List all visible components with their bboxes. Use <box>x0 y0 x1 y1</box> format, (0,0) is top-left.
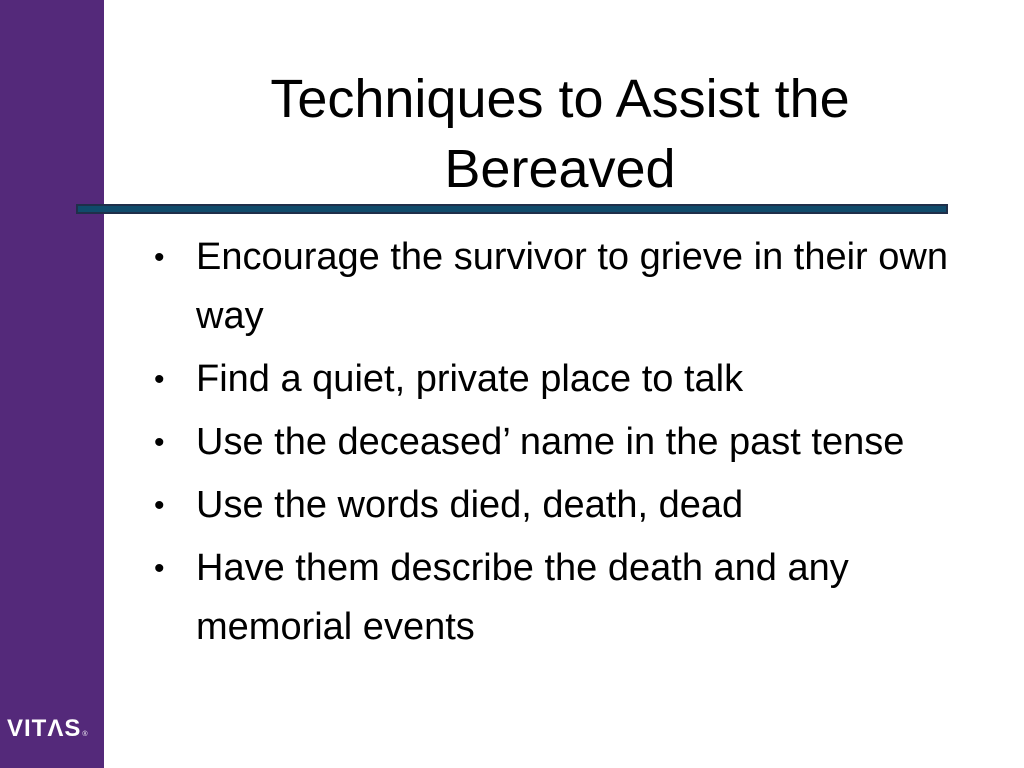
bullet-text: Use the words died, death, dead <box>196 484 744 526</box>
bullet-item <box>152 413 952 472</box>
bullet-marker: • <box>154 489 165 522</box>
slide-title-line-1: Techniques to Assist the <box>270 69 850 129</box>
bullet-marker: • <box>154 363 165 396</box>
bullet-text: Have them describe the death and any memorial events <box>196 547 849 648</box>
bullet-marker: • <box>154 426 165 459</box>
title-divider <box>76 204 948 214</box>
bullet-text: Find a quiet, private place to talk <box>196 358 744 400</box>
bullet-marker: • <box>154 241 165 274</box>
bullet-marker: • <box>154 552 165 585</box>
registered-mark: ® <box>82 731 89 738</box>
bullet-text: Encourage the survivor to grieve in their own way <box>196 236 948 337</box>
sidebar-band <box>0 0 104 768</box>
bullet-list <box>152 228 952 661</box>
vitas-logo <box>7 711 89 747</box>
bullet-text: Use the deceased’ name in the past tense <box>196 421 905 463</box>
slide-title <box>170 64 950 204</box>
bullet-item <box>152 539 952 657</box>
bullet-item <box>152 350 952 409</box>
slide-title-line-2: Bereaved <box>444 139 676 199</box>
bullet-item <box>152 476 952 535</box>
bullet-item <box>152 228 952 346</box>
logo-text: VITΛS <box>7 715 82 742</box>
